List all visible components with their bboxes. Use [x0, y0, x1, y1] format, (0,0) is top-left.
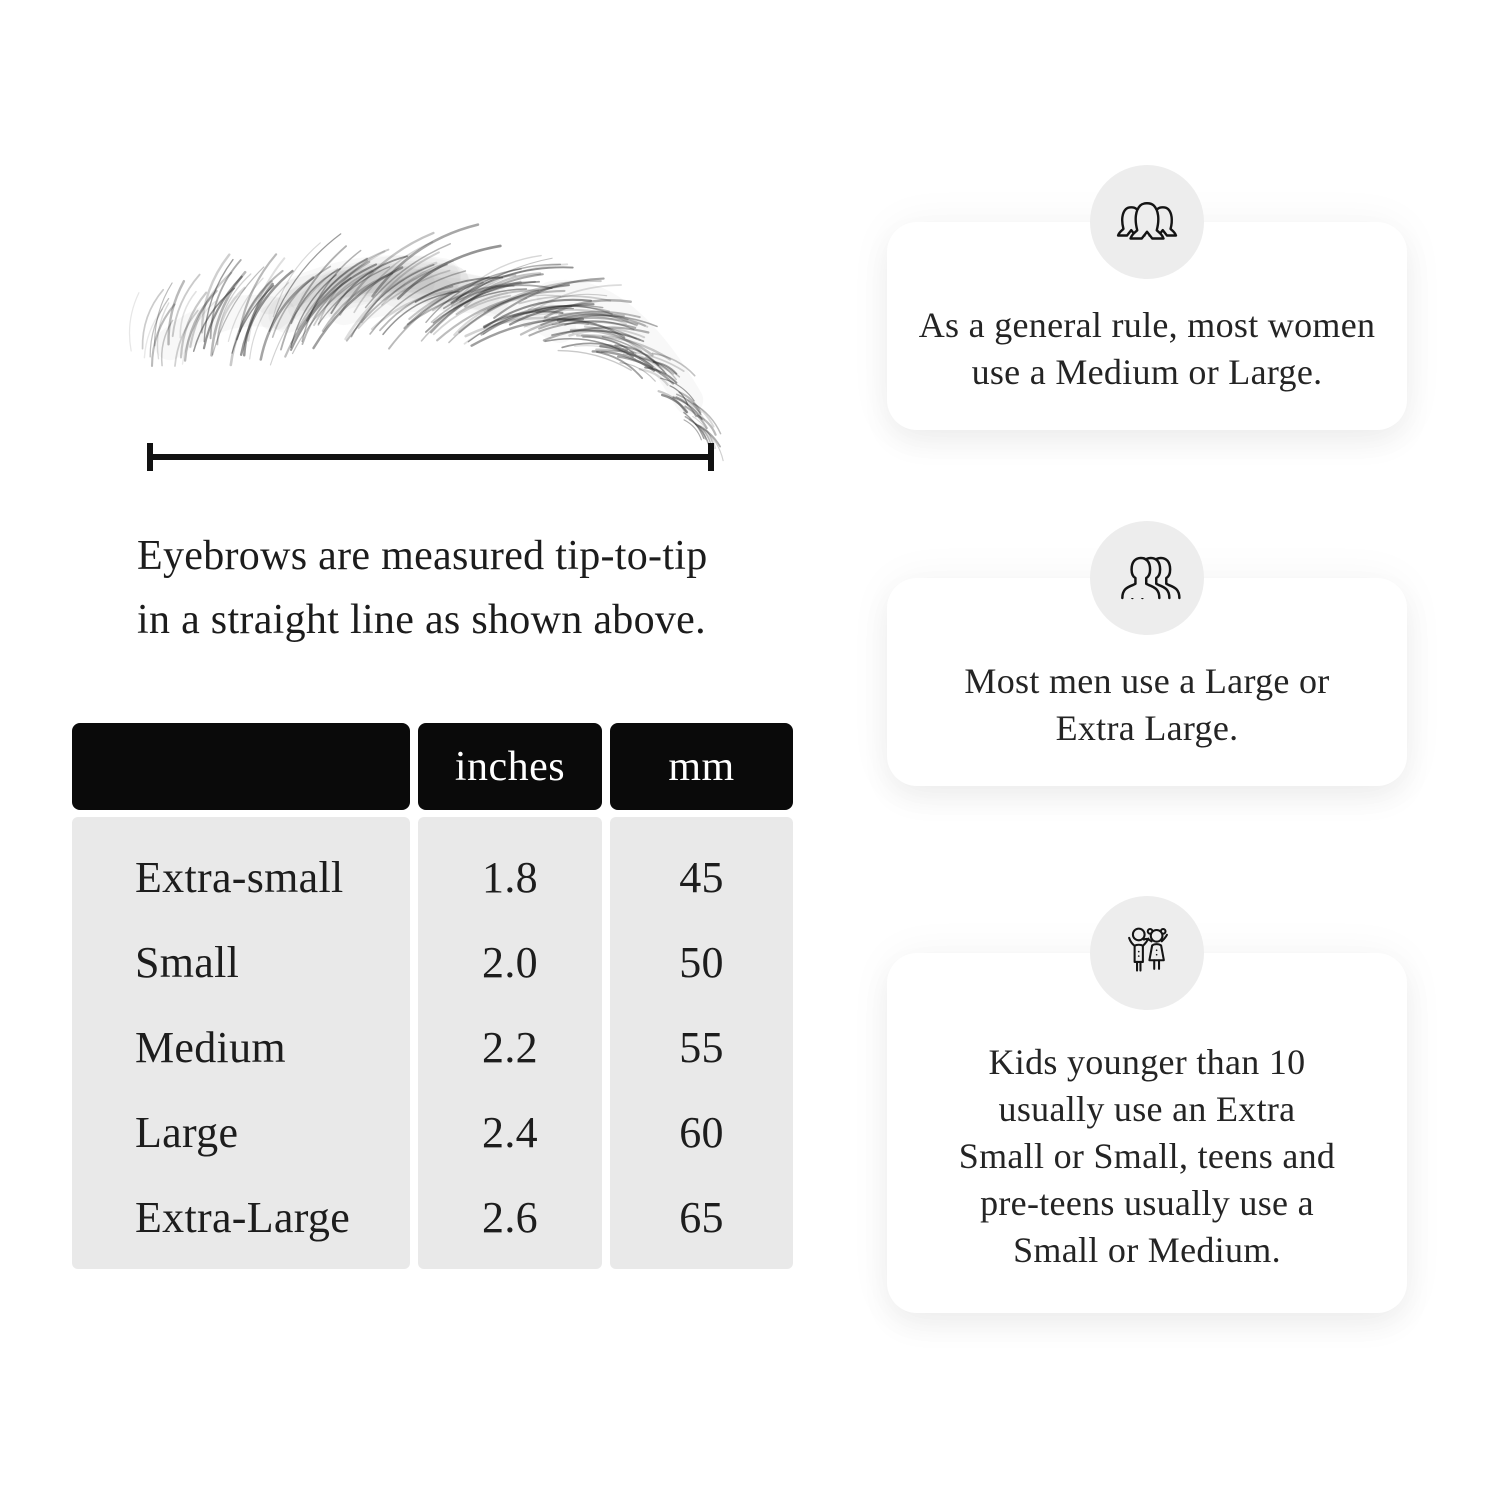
table-row [72, 917, 793, 1007]
measurement-line-bar [147, 454, 714, 460]
size-label: Small [135, 937, 240, 987]
card-men-sizing [887, 578, 1407, 786]
card-text [959, 1039, 1335, 1274]
size-inches-value: 2.6 [482, 1192, 538, 1242]
card-text-line: Small or Small, teens and [958, 1135, 1336, 1176]
size-mm-value: 50 [679, 937, 724, 987]
icon-circle [1090, 165, 1204, 279]
table-row [72, 1002, 793, 1092]
children-icon [1114, 920, 1180, 986]
women-group-icon [1111, 186, 1183, 258]
card-text-line: As a general rule, most women [918, 305, 1376, 345]
card-text-line: Kids younger than 10 [988, 1041, 1306, 1082]
table-row [72, 1087, 793, 1177]
card-text-line: Most men use a Large or [964, 661, 1330, 701]
size-label: Large [135, 1107, 239, 1157]
card-text-line: Extra Large. [1055, 708, 1239, 748]
measurement-caption-line-1: Eyebrows are measured tip-to-tip [137, 533, 708, 579]
card-text [964, 658, 1329, 752]
size-inches-value: 2.0 [482, 937, 538, 987]
header-inches-label: inches [454, 743, 566, 790]
card-kids-sizing [887, 953, 1407, 1313]
card-text-line: use a Medium or Large. [971, 352, 1323, 392]
card-women-sizing [887, 222, 1407, 430]
card-text-line: Small or Medium. [1013, 1229, 1281, 1270]
size-label: Extra-small [135, 852, 344, 902]
measurement-caption [137, 524, 777, 652]
size-label: Extra-Large [135, 1192, 351, 1242]
table-row [72, 832, 793, 922]
size-mm-value: 65 [679, 1192, 724, 1242]
size-inches-value: 2.2 [482, 1022, 538, 1072]
size-mm-value: 55 [679, 1022, 724, 1072]
icon-circle [1090, 896, 1204, 1010]
size-label: Medium [135, 1022, 286, 1072]
table-row [72, 1172, 793, 1262]
card-text-line: usually use an Extra [998, 1088, 1296, 1129]
card-text-line: pre-teens usually use a [980, 1182, 1314, 1223]
card-text [919, 302, 1376, 396]
size-inches-value: 2.4 [482, 1107, 538, 1157]
eyebrow-illustration [100, 218, 760, 462]
size-table-header-mm [610, 723, 793, 810]
size-table-header-blank [72, 723, 410, 810]
measurement-caption-line-2: in a straight line as shown above. [137, 597, 706, 643]
size-inches-value: 1.8 [482, 852, 538, 902]
size-table-header-inches [418, 723, 602, 810]
measurement-line [147, 443, 714, 471]
measurement-line-right-tick [708, 443, 714, 471]
men-group-icon [1110, 541, 1184, 615]
icon-circle [1090, 521, 1204, 635]
size-mm-value: 45 [679, 852, 724, 902]
header-mm-label: mm [668, 743, 735, 790]
size-mm-value: 60 [679, 1107, 724, 1157]
